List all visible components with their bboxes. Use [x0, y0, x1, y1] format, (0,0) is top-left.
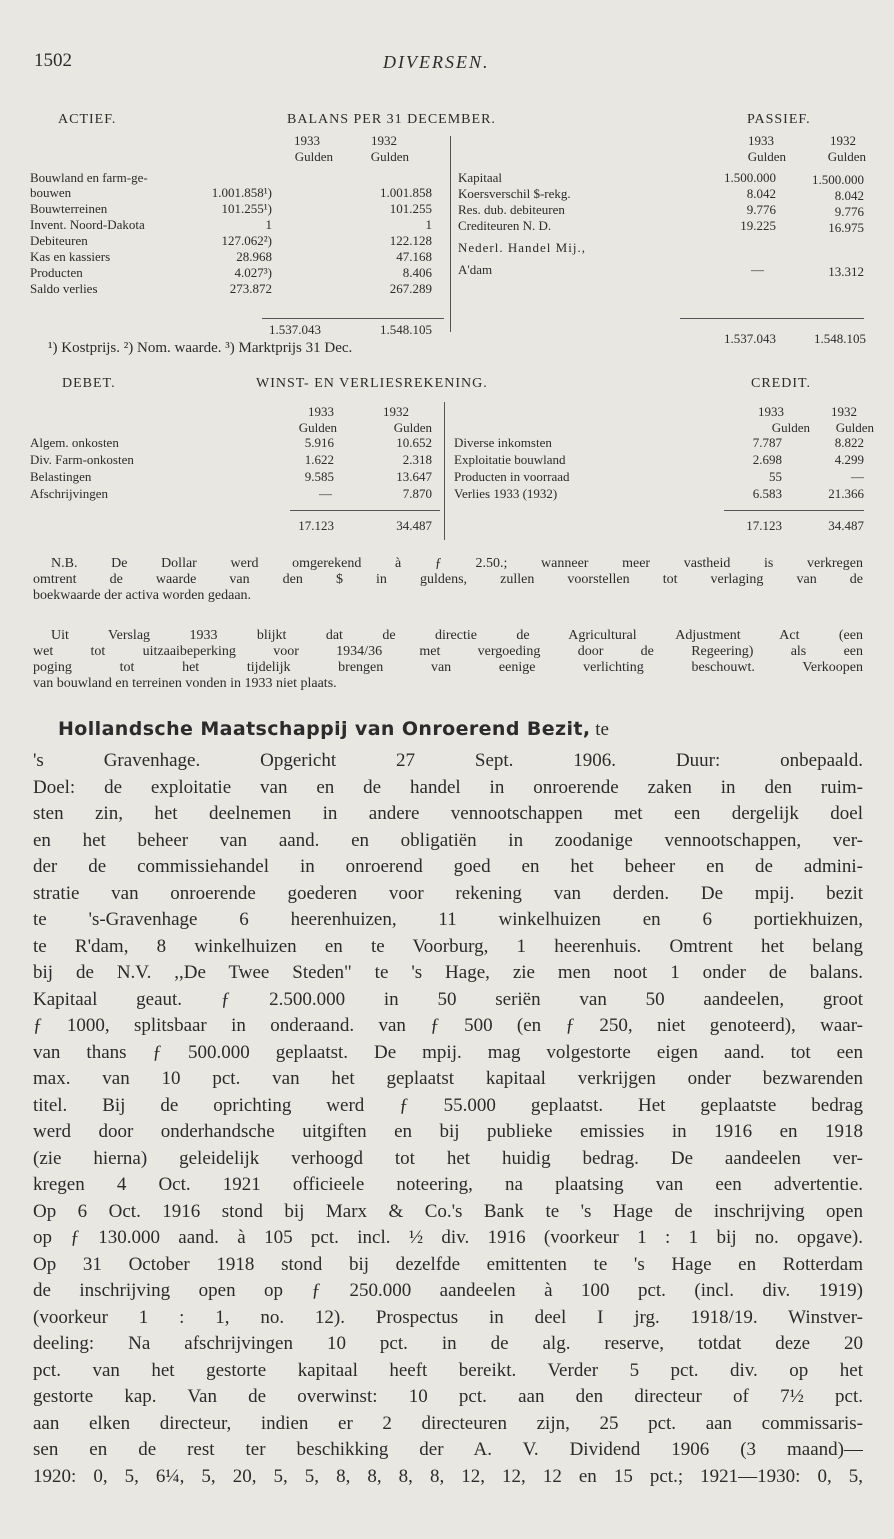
- credit-label: Verlies 1933 (1932): [454, 486, 558, 501]
- debit-total-rule: [290, 510, 440, 511]
- company-line: aan elken directeur, indien er 2 directeuren zijn, 25 pct. aan commissaris-: [33, 1412, 863, 1434]
- liab-unit-1932: Gulden: [827, 149, 866, 164]
- pl-right-title: CREDIT.: [751, 376, 812, 391]
- liability-label: Koersverschil $-rekg.: [458, 186, 571, 201]
- debit-value-1933: 1.622: [304, 452, 334, 467]
- liabilities-total-1933: 1.537.043: [724, 331, 776, 346]
- company-line: Op 31 October 1918 stond bij dezelfde emittenten te 's Hage en Rotterdam: [33, 1253, 863, 1275]
- debit-year-1933: 1933: [308, 404, 334, 419]
- company-location: te: [590, 719, 609, 740]
- company-line: bij de N.V. ,,De Twee Steden" te 's Hage, zie men noot 1 onder de balans.: [33, 962, 863, 983]
- company-line: van thans ƒ 500.000 geplaatst. De mpij. mag volgestorte eigen aand. tot een: [33, 1041, 863, 1063]
- balance-center-title: BALANS PER 31 DECEMBER.: [287, 112, 496, 127]
- asset-value-1932: 1: [425, 217, 432, 232]
- credit-value-1933: 6.583: [752, 486, 782, 501]
- asset-value-1932: 47.168: [396, 249, 432, 264]
- debit-value-1933: 5.916: [304, 435, 334, 450]
- liability-value-1932: 8.042: [834, 188, 864, 203]
- company-line: 's Gravenhage. Opgericht 27 Sept. 1906. Duur: onbepaald.: [33, 750, 863, 771]
- company-line: 1920: 0, 5, 6¼, 5, 20, 5, 5, 8, 8, 8, 8, 12, 12, 12 en 15 pct.; 1921—1930: 0, 5,: [33, 1465, 863, 1487]
- assets-total-rule: [262, 318, 444, 319]
- report-note-line: wet tot uitzaaibeperking voor 1934/36 met vergoeding door de Regeering) als een: [33, 644, 863, 659]
- liability-value-1932: 16.975: [828, 220, 864, 235]
- page-number: 1502: [34, 50, 72, 71]
- liability-value-1932: 9.776: [834, 204, 864, 219]
- liability-value-1933: 8.042: [746, 186, 776, 201]
- debit-unit-1932: Gulden: [393, 420, 432, 435]
- company-line: ƒ 1000, splitsbaar in onderaand. van ƒ 500 (en ƒ 250, niet genoteerd), waar-: [33, 1015, 863, 1036]
- debit-unit-1933: Gulden: [298, 420, 337, 435]
- company-line: werd door onderhandsche uitgiften en bij publieke emissies in 1916 en 1918: [33, 1121, 863, 1142]
- debit-total-1933: 17.123: [298, 518, 334, 533]
- asset-value-1933: 28.968: [236, 249, 272, 264]
- company-name: Hollandsche Maatschappij van Onroerend Bezit,: [58, 718, 591, 740]
- company-line: der de commissiehandel in onroerend goed en het beheer en de admini-: [33, 856, 863, 877]
- credit-label: Diverse inkomsten: [454, 435, 552, 450]
- company-line: de inschrijving open op ƒ 250.000 aandeelen à 100 pct. (incl. div. 1919): [33, 1280, 863, 1301]
- debit-value-1933: —: [319, 486, 332, 501]
- company-line: te 's-Gravenhage 6 heerenhuizen, 11 winkelhuizen en 6 portiekhuizen,: [33, 909, 863, 930]
- pl-center-title: WINST- EN VERLIESREKENING.: [256, 376, 488, 391]
- debit-label: Belastingen: [30, 469, 92, 484]
- company-line: kregen 4 Oct. 1921 officieele noteering, na plaatsing van een advertentie.: [33, 1174, 863, 1195]
- liability-value-1932: 13.312: [828, 264, 864, 279]
- credit-value-1933: 7.787: [752, 435, 782, 450]
- debit-value-1933: 9.585: [304, 469, 334, 484]
- report-note-line: poging tot het tijdelijk brengen van eenige verlichting beschouwt. Verkoopen: [33, 660, 863, 675]
- debit-label: Div. Farm-onkosten: [30, 452, 134, 467]
- liabilities-total-rule: [680, 318, 864, 319]
- credit-label: Exploitatie bouwland: [454, 452, 566, 467]
- liab-year-1933: 1933: [748, 133, 774, 148]
- company-line: sen en de rest ter beschikking der A. V. Dividend 1906 (3 maand)—: [33, 1439, 863, 1460]
- company-line: (voorkeur 1 : 1, no. 12). Prospectus in deel I jrg. 1918/19. Winstver-: [33, 1306, 863, 1328]
- credit-value-1933: 55: [769, 469, 782, 484]
- asset-value-1933: 273.872: [229, 281, 272, 296]
- company-line: (zie hierna) geleidelijk verhoogd tot het huidig bedrag. De aandeelen ver-: [33, 1147, 863, 1169]
- debit-total-1932: 34.487: [396, 518, 432, 533]
- credit-value-1933: 2.698: [752, 452, 782, 467]
- credit-total-1932: 34.487: [828, 518, 864, 533]
- pl-divider: [444, 402, 445, 540]
- company-line: en het beheer van aand. en obligatiën in zoodanige vennootschappen, ver-: [33, 829, 863, 851]
- assets-unit-1933: Gulden: [294, 149, 333, 164]
- assets-unit-1932: Gulden: [370, 149, 409, 164]
- asset-value-1933: 1.001.858¹): [211, 185, 272, 200]
- liability-value-1933: —: [751, 262, 764, 277]
- liability-label: Crediteuren N. D.: [458, 218, 552, 233]
- balance-right-title: PASSIEF.: [747, 112, 811, 127]
- credit-year-1933: 1933: [758, 404, 784, 419]
- company-line: te R'dam, 8 winkelhuizen en te Voorburg, 1 heerenhuis. Omtrent het belang: [33, 935, 863, 957]
- asset-value-1932: 122.128: [389, 233, 432, 248]
- report-note-line: van bouwland en terreinen vonden in 1933 niet plaats.: [33, 676, 337, 691]
- asset-value-1932: 8.406: [402, 265, 432, 280]
- company-line: op ƒ 130.000 aand. à 105 pct. incl. ½ div. 1916 (voorkeur 1 : 1 bij no. opgave).: [33, 1227, 863, 1248]
- credit-unit-1933: Gulden: [771, 420, 810, 435]
- pl-left-title: DEBET.: [62, 376, 116, 391]
- asset-value-1933: 127.062²): [221, 233, 272, 248]
- credit-label: Producten in voorraad: [454, 469, 570, 484]
- debit-year-1932: 1932: [383, 404, 409, 419]
- asset-value-1932: 101.255: [389, 201, 432, 216]
- debit-value-1932: 2.318: [402, 452, 432, 467]
- assets-year-1932: 1932: [371, 133, 397, 148]
- liability-value-1933: 1.500.000: [724, 170, 776, 185]
- company-line: stratie van onroerende goederen voor rekening van derden. De mpij. bezit: [33, 882, 863, 904]
- liability-label: A'dam: [458, 262, 493, 277]
- debit-value-1932: 10.652: [396, 435, 432, 450]
- asset-value-1933: 101.255¹): [221, 201, 272, 216]
- asset-label: Debiteuren: [30, 233, 88, 248]
- assets-total-1933: 1.537.043: [269, 322, 321, 337]
- liab-year-1932: 1932: [830, 133, 856, 148]
- assets-year-1933: 1933: [294, 133, 320, 148]
- nb-note-line: N.B. De Dollar werd omgerekend à ƒ 2.50.; wanneer meer vastheid is verkregen: [51, 556, 863, 571]
- balance-left-title: ACTIEF.: [58, 112, 117, 127]
- company-line: Kapitaal geaut. ƒ 2.500.000 in 50 seriën van 50 aandeelen, groot: [33, 988, 863, 1010]
- credit-value-1932: 21.366: [828, 486, 864, 501]
- company-line: sten zin, het deelnemen in andere vennootschappen met een dergelijk doel: [33, 803, 863, 824]
- running-head: DIVERSEN.: [383, 52, 490, 72]
- assets-total-1932: 1.548.105: [380, 322, 432, 337]
- asset-value-1932: 267.289: [389, 281, 432, 296]
- credit-year-1932: 1932: [831, 404, 857, 419]
- asset-label: Producten: [30, 265, 83, 280]
- liability-value-1932: 1.500.000: [812, 172, 864, 187]
- asset-label: Invent. Noord-Dakota: [30, 217, 145, 232]
- liability-value-1933: 19.225: [740, 218, 776, 233]
- asset-value-1933: 4.027³): [234, 265, 272, 280]
- liability-label: Res. dub. debiteuren: [458, 202, 565, 217]
- company-line: Op 6 Oct. 1916 stond bij Marx & Co.'s Bank te 's Hage de inschrijving open: [33, 1200, 863, 1222]
- company-line: Doel: de exploitatie van en de handel in onroerende zaken in den ruim-: [33, 776, 863, 798]
- company-heading: [58, 718, 609, 741]
- liabilities-total-1932: 1.548.105: [814, 331, 866, 346]
- report-note: [33, 628, 863, 692]
- asset-label: Bouwterreinen: [30, 201, 108, 216]
- credit-value-1932: 4.299: [834, 452, 864, 467]
- credit-unit-1932: Gulden: [835, 420, 874, 435]
- company-text: [33, 748, 863, 1490]
- debit-value-1932: 7.870: [402, 486, 432, 501]
- asset-label: Bouwland en farm-ge-: [30, 170, 148, 185]
- debit-value-1932: 13.647: [396, 469, 432, 484]
- credit-value-1932: —: [851, 469, 864, 484]
- asset-value-1932: 1.001.858: [380, 185, 432, 200]
- credit-value-1932: 8.822: [834, 435, 864, 450]
- asset-label: bouwen: [30, 185, 72, 200]
- asset-value-1933: 1: [265, 217, 272, 232]
- credit-total-1933: 17.123: [746, 518, 782, 533]
- liab-unit-1933: Gulden: [747, 149, 786, 164]
- liability-label: Nederl. Handel Mij.,: [458, 240, 586, 255]
- asset-label: Kas en kassiers: [30, 249, 111, 264]
- report-note-line: Uit Verslag 1933 blijkt dat de directie de Agricultural Adjustment Act (een: [51, 628, 863, 643]
- liability-label: Kapitaal: [458, 170, 503, 185]
- nb-note: [33, 556, 863, 604]
- company-line: gestorte kap. Van de overwinst: 10 pct. aan den directeur of 7½ pct.: [33, 1386, 863, 1407]
- balance-divider: [450, 136, 451, 332]
- company-line: max. van 10 pct. van het geplaatst kapitaal verkrijgen onder bezwarenden: [33, 1068, 863, 1089]
- nb-note-line: boekwaarde der activa worden gedaan.: [33, 588, 252, 603]
- debit-label: Afschrijvingen: [30, 486, 108, 501]
- debit-label: Algem. onkosten: [30, 435, 119, 450]
- company-line: pct. van het gestorte kapitaal heeft bereikt. Verder 5 pct. div. op het: [33, 1359, 863, 1381]
- company-line: titel. Bij de oprichting werd ƒ 55.000 geplaatst. Het geplaatste bedrag: [33, 1094, 863, 1116]
- liability-value-1933: 9.776: [746, 202, 776, 217]
- balance-footnotes: ¹) Kostprijs. ²) Nom. waarde. ³) Marktprijs 31 Dec.: [48, 340, 353, 356]
- asset-label: Saldo verlies: [30, 281, 98, 296]
- nb-note-line: omtrent de waarde van den $ in guldens, zullen voorstellen tot verlaging van de: [33, 572, 863, 587]
- credit-total-rule: [724, 510, 864, 511]
- company-line: deeling: Na afschrijvingen 10 pct. in de alg. reserve, totdat deze 20: [33, 1333, 863, 1354]
